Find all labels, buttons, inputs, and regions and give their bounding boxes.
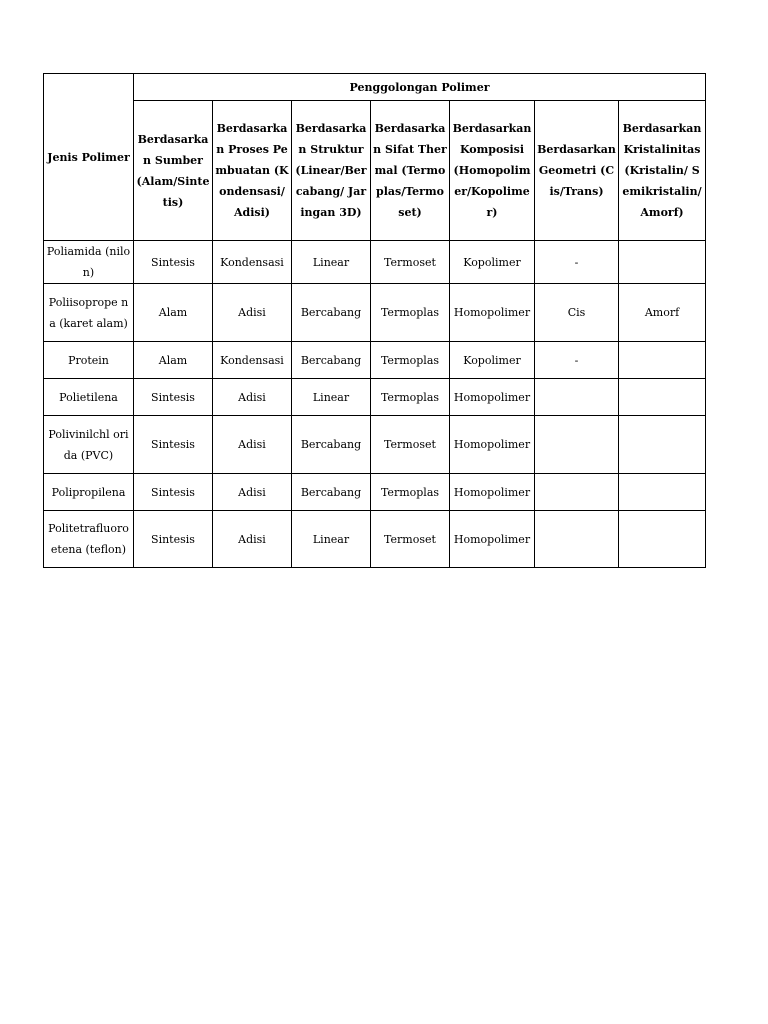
table-row <box>44 416 706 474</box>
cell-geometri <box>535 474 619 511</box>
header-komposisi: Berdasarkan Komposisi (Homopolimer/Kopolimer) <box>450 101 535 241</box>
header-sifat-thermal: Berdasarkan Sifat Thermal (Termoplas/Termoset) <box>371 101 450 241</box>
header-row-group <box>44 74 706 101</box>
cell-sumber: Alam <box>134 342 213 379</box>
cell-kristalinitas <box>619 379 706 416</box>
cell-geometri <box>535 379 619 416</box>
cell-jenis: Polietilena <box>44 379 134 416</box>
cell-jenis: Poliisoprope na (karet alam) <box>44 284 134 342</box>
cell-komposisi: Homopolimer <box>450 379 535 416</box>
header-struktur: Berdasarkan Struktur (Linear/Bercabang/ Jaringan 3D) <box>292 101 371 241</box>
cell-kristalinitas <box>619 474 706 511</box>
header-row-columns <box>44 101 706 241</box>
table-header <box>44 74 706 241</box>
table-body <box>44 241 706 568</box>
cell-geometri: - <box>535 342 619 379</box>
cell-proses: Adisi <box>213 474 292 511</box>
cell-kristalinitas <box>619 241 706 284</box>
cell-jenis: Polipropilena <box>44 474 134 511</box>
table-row <box>44 284 706 342</box>
header-geometri: Berdasarkan Geometri (Cis/Trans) <box>535 101 619 241</box>
cell-geometri: Cis <box>535 284 619 342</box>
cell-jenis: Politetrafluoroetena (teflon) <box>44 511 134 568</box>
cell-sifat-thermal: Termoplas <box>371 474 450 511</box>
cell-struktur: Linear <box>292 241 371 284</box>
cell-geometri <box>535 511 619 568</box>
header-proses-pembuatan: Berdasarkan Proses Pembuatan (Kondensasi/Adisi) <box>213 101 292 241</box>
cell-struktur: Bercabang <box>292 284 371 342</box>
cell-sifat-thermal: Termoset <box>371 416 450 474</box>
cell-sumber: Sintesis <box>134 241 213 284</box>
cell-sifat-thermal: Termoplas <box>371 342 450 379</box>
cell-sumber: Sintesis <box>134 474 213 511</box>
cell-sifat-thermal: Termoplas <box>371 379 450 416</box>
cell-kristalinitas <box>619 416 706 474</box>
cell-struktur: Bercabang <box>292 416 371 474</box>
cell-sumber: Sintesis <box>134 379 213 416</box>
cell-komposisi: Homopolimer <box>450 416 535 474</box>
cell-proses: Adisi <box>213 511 292 568</box>
cell-sumber: Sintesis <box>134 511 213 568</box>
cell-jenis: Poliamida (nilon) <box>44 241 134 284</box>
header-jenis-polimer: Jenis Polimer <box>44 74 134 241</box>
cell-jenis: Polivinilchl orida (PVC) <box>44 416 134 474</box>
cell-kristalinitas <box>619 342 706 379</box>
cell-komposisi: Homopolimer <box>450 511 535 568</box>
cell-struktur: Linear <box>292 511 371 568</box>
table-row <box>44 342 706 379</box>
cell-proses: Adisi <box>213 379 292 416</box>
cell-komposisi: Kopolimer <box>450 241 535 284</box>
cell-proses: Adisi <box>213 416 292 474</box>
cell-komposisi: Homopolimer <box>450 474 535 511</box>
header-sumber: Berdasarkan Sumber (Alam/Sintetis) <box>134 101 213 241</box>
cell-kristalinitas: Amorf <box>619 284 706 342</box>
table-row <box>44 474 706 511</box>
cell-jenis: Protein <box>44 342 134 379</box>
cell-sifat-thermal: Termoplas <box>371 284 450 342</box>
cell-sifat-thermal: Termoset <box>371 241 450 284</box>
cell-proses: Adisi <box>213 284 292 342</box>
cell-sifat-thermal: Termoset <box>371 511 450 568</box>
cell-komposisi: Kopolimer <box>450 342 535 379</box>
table-row <box>44 511 706 568</box>
cell-sumber: Alam <box>134 284 213 342</box>
cell-proses: Kondensasi <box>213 241 292 284</box>
table-row <box>44 241 706 284</box>
header-kristalinitas: Berdasarkan Kristalinitas (Kristalin/ Semikristalin/Amorf) <box>619 101 706 241</box>
cell-struktur: Bercabang <box>292 342 371 379</box>
table-row <box>44 379 706 416</box>
header-penggolongan-polimer: Penggolongan Polimer <box>134 74 706 101</box>
cell-geometri <box>535 416 619 474</box>
polymer-classification-table <box>43 73 706 568</box>
cell-komposisi: Homopolimer <box>450 284 535 342</box>
cell-struktur: Linear <box>292 379 371 416</box>
cell-geometri: - <box>535 241 619 284</box>
cell-kristalinitas <box>619 511 706 568</box>
cell-struktur: Bercabang <box>292 474 371 511</box>
cell-sumber: Sintesis <box>134 416 213 474</box>
cell-proses: Kondensasi <box>213 342 292 379</box>
